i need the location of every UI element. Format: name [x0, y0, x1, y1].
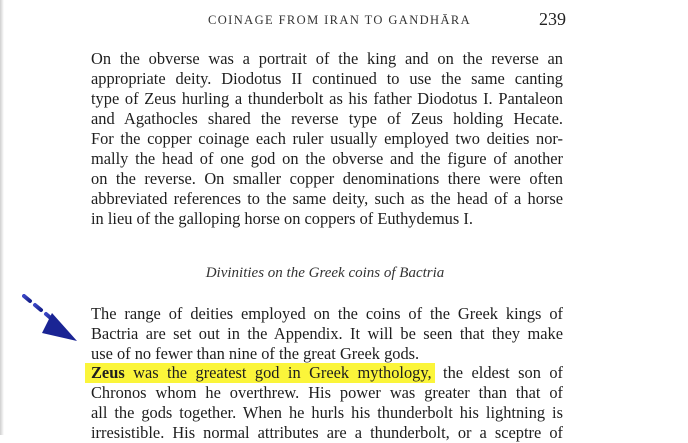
text-line: and Agathocles shared the reverse type of Zeus holding Hecate.	[91, 109, 563, 128]
running-head: COINAGE FROM IRAN TO GANDHĀRA	[208, 13, 472, 27]
section-heading: Divinities on the Greek coins of Bactria	[205, 265, 445, 281]
highlighted-phrase: was the greatest god in Greek mythology,	[124, 363, 432, 382]
paragraph-obverse-reverse	[91, 49, 563, 229]
text-line: use of no fewer than nine of the great Greek gods.	[91, 344, 420, 363]
text-line: mally the head of one god on the obverse and the figure of another	[91, 149, 563, 168]
highlighted-bold-word: Zeus	[91, 363, 125, 382]
text-line: all the gods together. When he hurls his thunderbolt his lightning is	[91, 403, 563, 422]
highlighted-text	[85, 363, 435, 383]
dashed-arrow-icon	[22, 294, 82, 346]
text-line: Chronos whom he overthrew. His power was greater than that of	[91, 383, 563, 402]
text-line: appropriate deity. Diodotus II continued to use the same canting	[91, 69, 563, 88]
text-line-rest: the eldest son of	[434, 363, 563, 382]
text-line: abbreviated references to the same deity, such as the head of a horse	[91, 189, 563, 208]
paragraph-range-of-deities	[91, 304, 563, 364]
page-edge-shadow	[0, 0, 4, 435]
text-line: type of Zeus hurling a thunderbolt as his father Diodotus I. Pantaleon	[91, 89, 563, 108]
text-line: For the copper coinage each ruler usually employed two deities nor-	[91, 129, 563, 148]
text-line	[91, 363, 563, 383]
text-line: The range of deities employed on the coins of the Greek kings of	[91, 304, 563, 323]
text-line: irresistible. His normal attributes are a thunderbolt, or a sceptre of	[91, 423, 563, 442]
page-header	[0, 8, 688, 30]
page-number: 239	[539, 9, 566, 29]
text-line: on the reverse. On smaller copper denominations there were often	[91, 169, 563, 188]
text-line: On the obverse was a portrait of the king and on the reverse an	[91, 49, 563, 68]
text-line: in lieu of the galloping horse on coppers of Euthydemus I.	[91, 209, 473, 228]
paragraph-zeus	[91, 363, 563, 443]
text-line: Bactria are set out in the Appendix. It will be seen that they make	[91, 324, 563, 343]
